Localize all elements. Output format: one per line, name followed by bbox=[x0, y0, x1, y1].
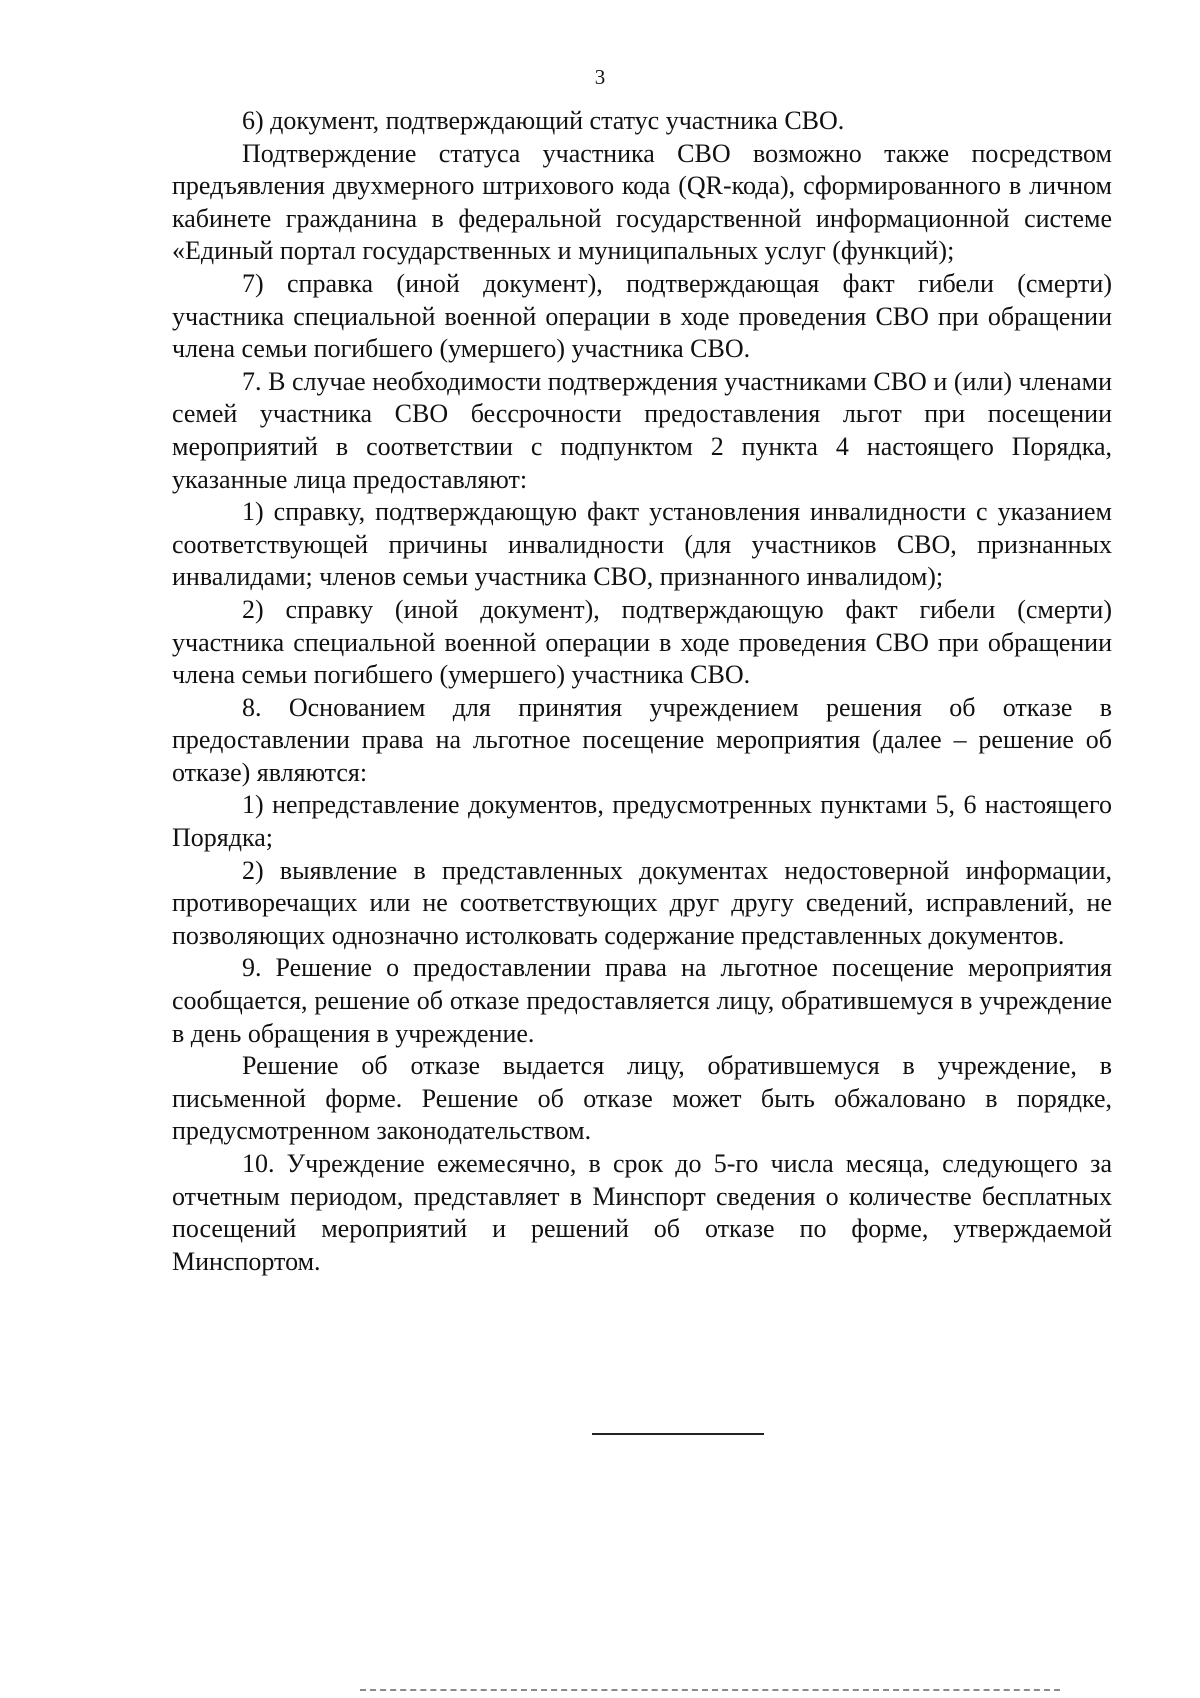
paragraph-clause-10: 10. Учреждение ежемесячно, в срок до 5-го числа месяца, следующего за отчетным периодом, представляет в Минспорт сведения о количестве бесплатных посещений мероприятий и решений об отказе по форме, утверждаемой Минспортом. bbox=[172, 1149, 1112, 1276]
paragraph-clause-7-item-2: 2) справку (иной документ), подтверждающую факт гибели (смерти) участника специальной военной операции в ходе проведения СВО при обращении члена семьи погибшего (умершего) участника СВО. bbox=[172, 594, 1112, 690]
paragraph-clause-7-item-1: 1) справку, подтверждающую факт установления инвалидности с указанием соответствующей причины инвалидности (для участников СВО, признанных инвалидами; членов семьи участника СВО, признанного инвалидом); bbox=[172, 497, 1112, 592]
paragraph-item-7-death-certificate: 7) справка (иной документ), подтверждающая факт гибели (смерти) участника специальной военной операции в ходе проведения СВО при обращении члена семьи погибшего (умершего) участника СВО. bbox=[172, 268, 1112, 364]
paragraph-clause-7: 7. В случае необходимости подтверждения участниками СВО и (или) членами семей участника СВО бессрочности предоставления льгот при посещении мероприятий в соответствии с подпунктом 2 пункта 4 настоящего Порядка, указанные лица предоставляют: bbox=[172, 366, 1112, 494]
paragraph-refusal-decision: Решение об отказе выдается лицу, обратившемуся в учреждение, в письменной форме. Решение об отказе может быть обжаловано в порядке, предусмотренном законодательством. bbox=[172, 1051, 1112, 1146]
page-number: 3 bbox=[594, 65, 606, 89]
paragraph-clause-8-item-2: 2) выявление в представленных документах недостоверной информации, противоречащих или не соответствующих друг другу сведений, исправлений, не позволяющих однозначно истолковать содержание представленных документов. bbox=[172, 855, 1112, 950]
paragraph-qr-confirmation: Подтверждение статуса участника СВО возможно также посредством предъявления двухмерного штрихового кода (QR-кода), сформированного в личном кабинете гражданина в федеральной государственной информационной системе «Единый портал государственных и муниципальных услуг (функций); bbox=[172, 138, 1112, 266]
end-separator-line bbox=[592, 1433, 764, 1435]
paragraph-clause-8-item-1: 1) непредставление документов, предусмотренных пунктами 5, 6 настоящего Порядка; bbox=[172, 790, 1112, 853]
paragraph-clause-9: 9. Решение о предоставлении права на льготное посещение мероприятия сообщается, решение об отказе предоставляется лицу, обратившемуся в учреждение в день обращения в учреждение. bbox=[172, 953, 1112, 1048]
scan-edge-artifact bbox=[360, 1689, 1060, 1691]
paragraph-item-6: 6) документ, подтверждающий статус участника СВО. bbox=[242, 106, 845, 135]
document-body bbox=[172, 105, 1112, 1278]
paragraph-clause-8: 8. Основанием для принятия учреждением решения об отказе в предоставлении права на льготное посещение мероприятия (далее – решение об отказе) являются: bbox=[172, 692, 1112, 787]
